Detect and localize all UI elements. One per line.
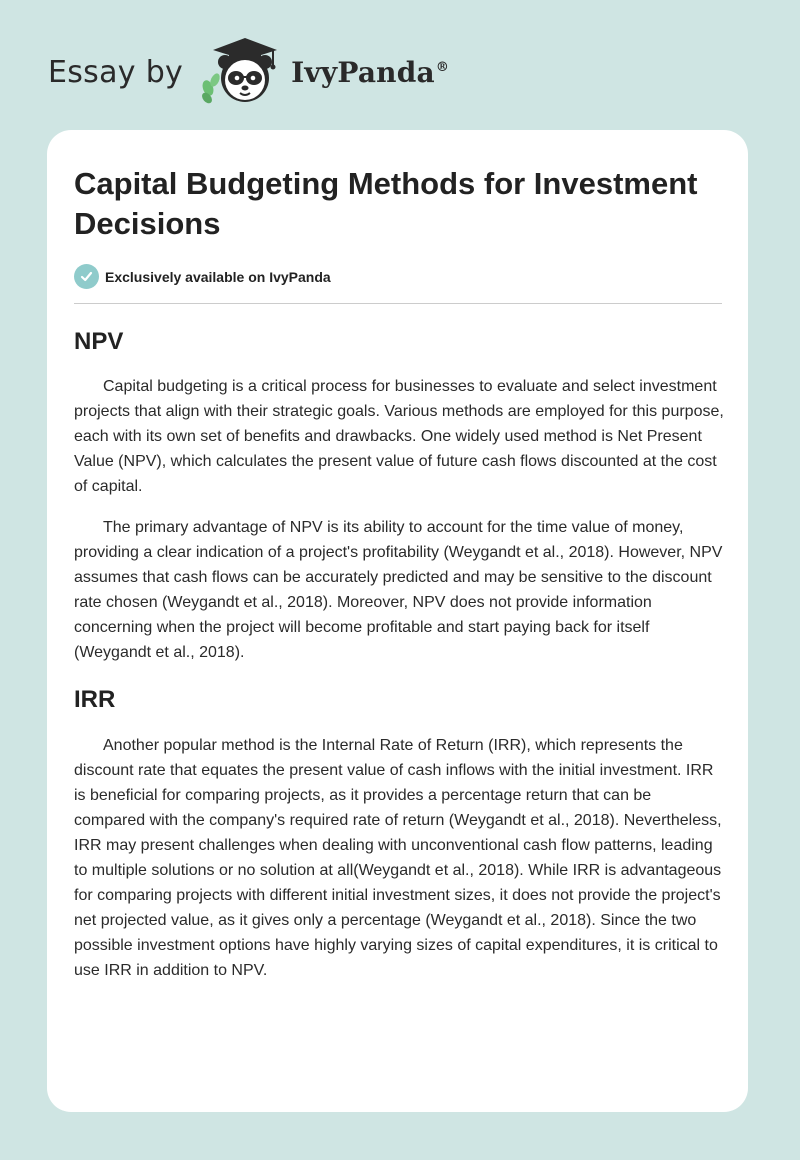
brand-name	[291, 56, 449, 89]
brand-header	[48, 36, 449, 108]
essay-title: Capital Budgeting Methods for Investment Decisions	[74, 166, 698, 241]
essay-card	[47, 130, 748, 1112]
panda-graduate-logo-icon	[195, 36, 287, 108]
check-circle-icon	[74, 264, 99, 289]
registered-mark: ®	[435, 60, 450, 76]
section-heading-npv: NPV	[74, 328, 124, 355]
section-heading-irr: IRR	[74, 686, 116, 713]
brand-prefix: Essay by	[48, 54, 184, 90]
paragraph-irr-1: Another popular method is the Internal Rate of Return (IRR), which represents the discount rate that equates the present value of cash inflows with the initial investment. IRR is beneficial for comparing projects, as it provides a percentage return that can be compared with the company's required rate of return (Weygandt et al., 2018). Nevertheless, IRR may present challenges when dealing with unconventional cash flow patterns, leading to multiple solutions or no solution at all(Weygandt et al., 2018). While IRR is advantageous for comparing projects with different initial investment sizes, it does not provide the project's net projected value, as it gives only a percentage (Weygandt et al., 2018). Since the two possible investment options have highly varying sizes of capital expenditures, it is critical to use IRR in addition to NPV.	[74, 737, 722, 979]
paragraph-npv-2: The primary advantage of NPV is its ability to account for the time value of money, providing a clear indication of a project's profitability (Weygandt et al., 2018). However, NPV assumes that cash flows can be accurately predicted and may be sensitive to the discount rate chosen (Weygandt et al., 2018). Moreover, NPV does not provide information concerning when the project will become profitable and start paying back for itself (Weygandt et al., 2018).	[74, 519, 723, 661]
exclusive-label: Exclusively available on IvyPanda	[105, 268, 331, 285]
divider	[74, 303, 722, 304]
exclusive-badge	[74, 264, 331, 289]
paragraph-npv-1: Capital budgeting is a critical process for businesses to evaluate and select investment projects that align with their strategic goals. Various methods are employed for this purpose, each with its own set of benefits and drawbacks. One widely used method is Net Present Value (NPV), which calculates the present value of future cash flows discounted at the cost of capital.	[74, 378, 724, 495]
brand-name-text: IvyPanda	[291, 55, 435, 89]
